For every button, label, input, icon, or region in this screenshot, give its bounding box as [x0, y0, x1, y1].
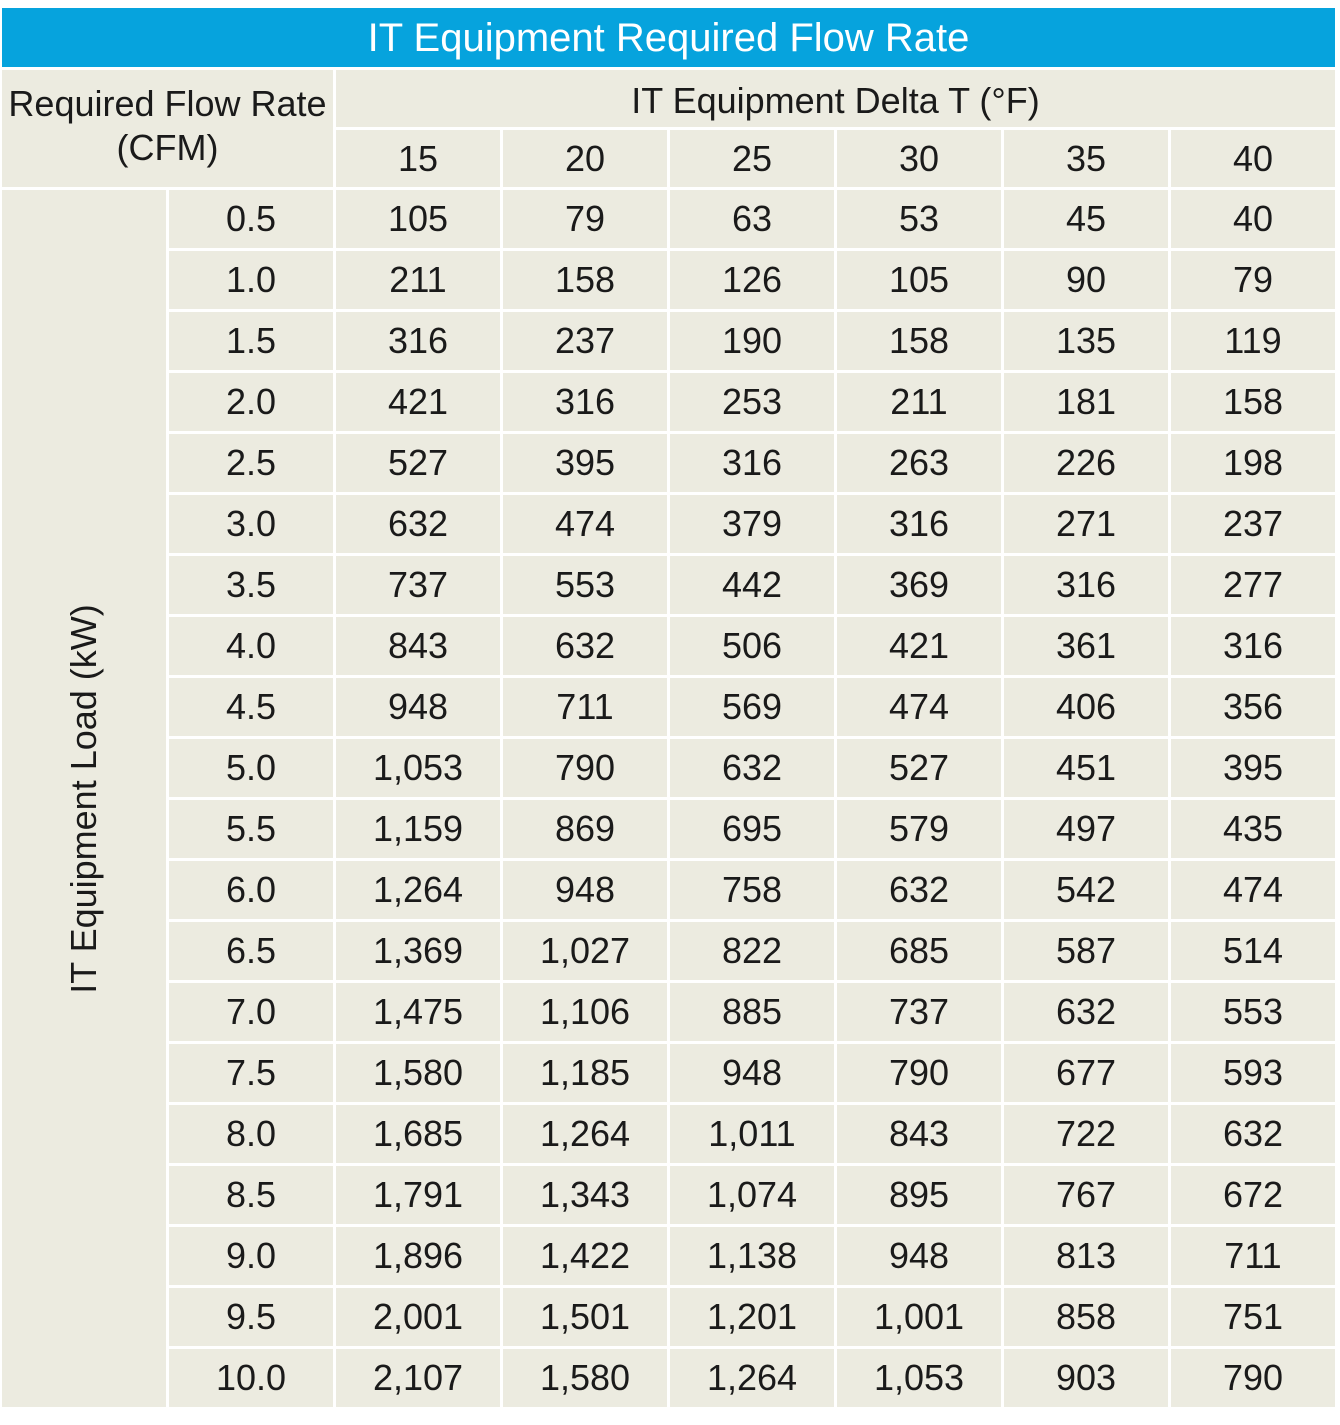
table-cell: 553 — [1171, 983, 1335, 1041]
table-cell: 63 — [670, 190, 834, 248]
table-cell: 237 — [1171, 495, 1335, 553]
table-cell: 1,053 — [336, 739, 500, 797]
table-cell: 711 — [1171, 1227, 1335, 1285]
table-cell: 158 — [837, 312, 1001, 370]
table-cell: 1,896 — [336, 1227, 500, 1285]
table-cell: 553 — [503, 556, 667, 614]
column-header: 35 — [1004, 130, 1168, 187]
row-load-label: 3.5 — [169, 556, 333, 614]
table-cell: 316 — [1171, 617, 1335, 675]
corner-header: Required Flow Rate (CFM) — [2, 70, 333, 187]
table-cell: 316 — [837, 495, 1001, 553]
table-cell: 948 — [336, 678, 500, 736]
table-cell: 316 — [336, 312, 500, 370]
table-cell: 1,074 — [670, 1166, 834, 1224]
table-cell: 442 — [670, 556, 834, 614]
table-cell: 672 — [1171, 1166, 1335, 1224]
flow-rate-table — [2, 8, 1335, 1407]
column-header: 25 — [670, 130, 834, 187]
table-cell: 948 — [670, 1044, 834, 1102]
table-cell: 356 — [1171, 678, 1335, 736]
table-cell: 790 — [1171, 1349, 1335, 1407]
table-cell: 158 — [1171, 373, 1335, 431]
table-cell: 2,001 — [336, 1288, 500, 1346]
table-cell: 79 — [503, 190, 667, 248]
row-load-label: 9.5 — [169, 1288, 333, 1346]
table-cell: 722 — [1004, 1105, 1168, 1163]
delta-t-header: IT Equipment Delta T (°F) — [336, 70, 1335, 127]
row-load-label: 8.5 — [169, 1166, 333, 1224]
table-cell: 903 — [1004, 1349, 1168, 1407]
table-cell: 1,027 — [503, 922, 667, 980]
row-load-label: 9.0 — [169, 1227, 333, 1285]
table-cell: 90 — [1004, 251, 1168, 309]
row-load-label: 5.0 — [169, 739, 333, 797]
table-cell: 1,201 — [670, 1288, 834, 1346]
table-cell: 1,264 — [670, 1349, 834, 1407]
table-cell: 527 — [837, 739, 1001, 797]
table-cell: 79 — [1171, 251, 1335, 309]
row-load-label: 2.0 — [169, 373, 333, 431]
column-header: 15 — [336, 130, 500, 187]
table-cell: 421 — [837, 617, 1001, 675]
table-cell: 1,501 — [503, 1288, 667, 1346]
table-cell: 395 — [503, 434, 667, 492]
row-load-label: 6.5 — [169, 922, 333, 980]
table-cell: 1,159 — [336, 800, 500, 858]
table-cell: 542 — [1004, 861, 1168, 919]
table-cell: 593 — [1171, 1044, 1335, 1102]
column-header: 40 — [1171, 130, 1335, 187]
table-cell: 1,685 — [336, 1105, 500, 1163]
table-cell: 737 — [336, 556, 500, 614]
table-cell: 948 — [837, 1227, 1001, 1285]
table-cell: 158 — [503, 251, 667, 309]
row-load-label: 6.0 — [169, 861, 333, 919]
table-cell: 474 — [503, 495, 667, 553]
table-cell: 843 — [336, 617, 500, 675]
table-cell: 1,106 — [503, 983, 667, 1041]
table-cell: 211 — [336, 251, 500, 309]
table-cell: 369 — [837, 556, 1001, 614]
load-side-header — [2, 190, 166, 1407]
table-cell: 1,011 — [670, 1105, 834, 1163]
table-cell: 105 — [336, 190, 500, 248]
table-cell: 790 — [837, 1044, 1001, 1102]
table-cell: 1,138 — [670, 1227, 834, 1285]
table-cell: 253 — [670, 373, 834, 431]
table-cell: 316 — [1004, 556, 1168, 614]
table-cell: 1,264 — [336, 861, 500, 919]
table-cell: 1,053 — [837, 1349, 1001, 1407]
table-cell: 406 — [1004, 678, 1168, 736]
table-cell: 1,580 — [503, 1349, 667, 1407]
table-cell: 105 — [837, 251, 1001, 309]
table-cell: 767 — [1004, 1166, 1168, 1224]
table-cell: 181 — [1004, 373, 1168, 431]
table-cell: 226 — [1004, 434, 1168, 492]
table-cell: 474 — [1171, 861, 1335, 919]
table-cell: 1,580 — [336, 1044, 500, 1102]
table-cell: 751 — [1171, 1288, 1335, 1346]
row-load-label: 5.5 — [169, 800, 333, 858]
table-cell: 1,185 — [503, 1044, 667, 1102]
table-cell: 316 — [503, 373, 667, 431]
table-cell: 126 — [670, 251, 834, 309]
table-cell: 790 — [503, 739, 667, 797]
table-cell: 1,264 — [503, 1105, 667, 1163]
table-cell: 695 — [670, 800, 834, 858]
table-cell: 1,475 — [336, 983, 500, 1041]
table-cell: 497 — [1004, 800, 1168, 858]
table-cell: 45 — [1004, 190, 1168, 248]
table-cell: 190 — [670, 312, 834, 370]
table-cell: 316 — [670, 434, 834, 492]
row-load-label: 7.5 — [169, 1044, 333, 1102]
table-cell: 474 — [837, 678, 1001, 736]
table-cell: 451 — [1004, 739, 1168, 797]
table-cell: 758 — [670, 861, 834, 919]
row-load-label: 2.5 — [169, 434, 333, 492]
column-header: 20 — [503, 130, 667, 187]
table-cell: 435 — [1171, 800, 1335, 858]
table-title: IT Equipment Required Flow Rate — [2, 8, 1335, 67]
row-load-label: 10.0 — [169, 1349, 333, 1407]
table-cell: 514 — [1171, 922, 1335, 980]
table-cell: 632 — [1004, 983, 1168, 1041]
table-cell: 885 — [670, 983, 834, 1041]
table-cell: 869 — [503, 800, 667, 858]
table-cell: 737 — [837, 983, 1001, 1041]
table-cell: 632 — [503, 617, 667, 675]
table-cell: 271 — [1004, 495, 1168, 553]
row-load-label: 1.5 — [169, 312, 333, 370]
table-cell: 948 — [503, 861, 667, 919]
row-load-label: 8.0 — [169, 1105, 333, 1163]
table-cell: 277 — [1171, 556, 1335, 614]
load-side-label: IT Equipment Load (kW) — [63, 603, 104, 994]
row-load-label: 1.0 — [169, 251, 333, 309]
row-load-label: 0.5 — [169, 190, 333, 248]
table-cell: 1,369 — [336, 922, 500, 980]
table-cell: 843 — [837, 1105, 1001, 1163]
table-cell: 587 — [1004, 922, 1168, 980]
row-load-label: 4.5 — [169, 678, 333, 736]
table-cell: 711 — [503, 678, 667, 736]
table-cell: 237 — [503, 312, 667, 370]
table-cell: 822 — [670, 922, 834, 980]
row-load-label: 4.0 — [169, 617, 333, 675]
table-cell: 379 — [670, 495, 834, 553]
table-cell: 1,422 — [503, 1227, 667, 1285]
table-cell: 632 — [670, 739, 834, 797]
table-cell: 506 — [670, 617, 834, 675]
table-cell: 632 — [837, 861, 1001, 919]
table-cell: 395 — [1171, 739, 1335, 797]
table-cell: 569 — [670, 678, 834, 736]
table-cell: 361 — [1004, 617, 1168, 675]
table-cell: 198 — [1171, 434, 1335, 492]
table-cell: 813 — [1004, 1227, 1168, 1285]
table-cell: 1,791 — [336, 1166, 500, 1224]
table-cell: 1,001 — [837, 1288, 1001, 1346]
table-cell: 40 — [1171, 190, 1335, 248]
row-load-label: 7.0 — [169, 983, 333, 1041]
table-cell: 895 — [837, 1166, 1001, 1224]
row-load-label: 3.0 — [169, 495, 333, 553]
table-cell: 632 — [1171, 1105, 1335, 1163]
table-cell: 119 — [1171, 312, 1335, 370]
table-cell: 858 — [1004, 1288, 1168, 1346]
table-cell: 53 — [837, 190, 1001, 248]
table-cell: 632 — [336, 495, 500, 553]
table-cell: 211 — [837, 373, 1001, 431]
table-cell: 263 — [837, 434, 1001, 492]
table-cell: 685 — [837, 922, 1001, 980]
table-cell: 579 — [837, 800, 1001, 858]
column-header: 30 — [837, 130, 1001, 187]
table-cell: 527 — [336, 434, 500, 492]
table-cell: 2,107 — [336, 1349, 500, 1407]
table-cell: 135 — [1004, 312, 1168, 370]
table-cell: 421 — [336, 373, 500, 431]
table-cell: 1,343 — [503, 1166, 667, 1224]
table-cell: 677 — [1004, 1044, 1168, 1102]
